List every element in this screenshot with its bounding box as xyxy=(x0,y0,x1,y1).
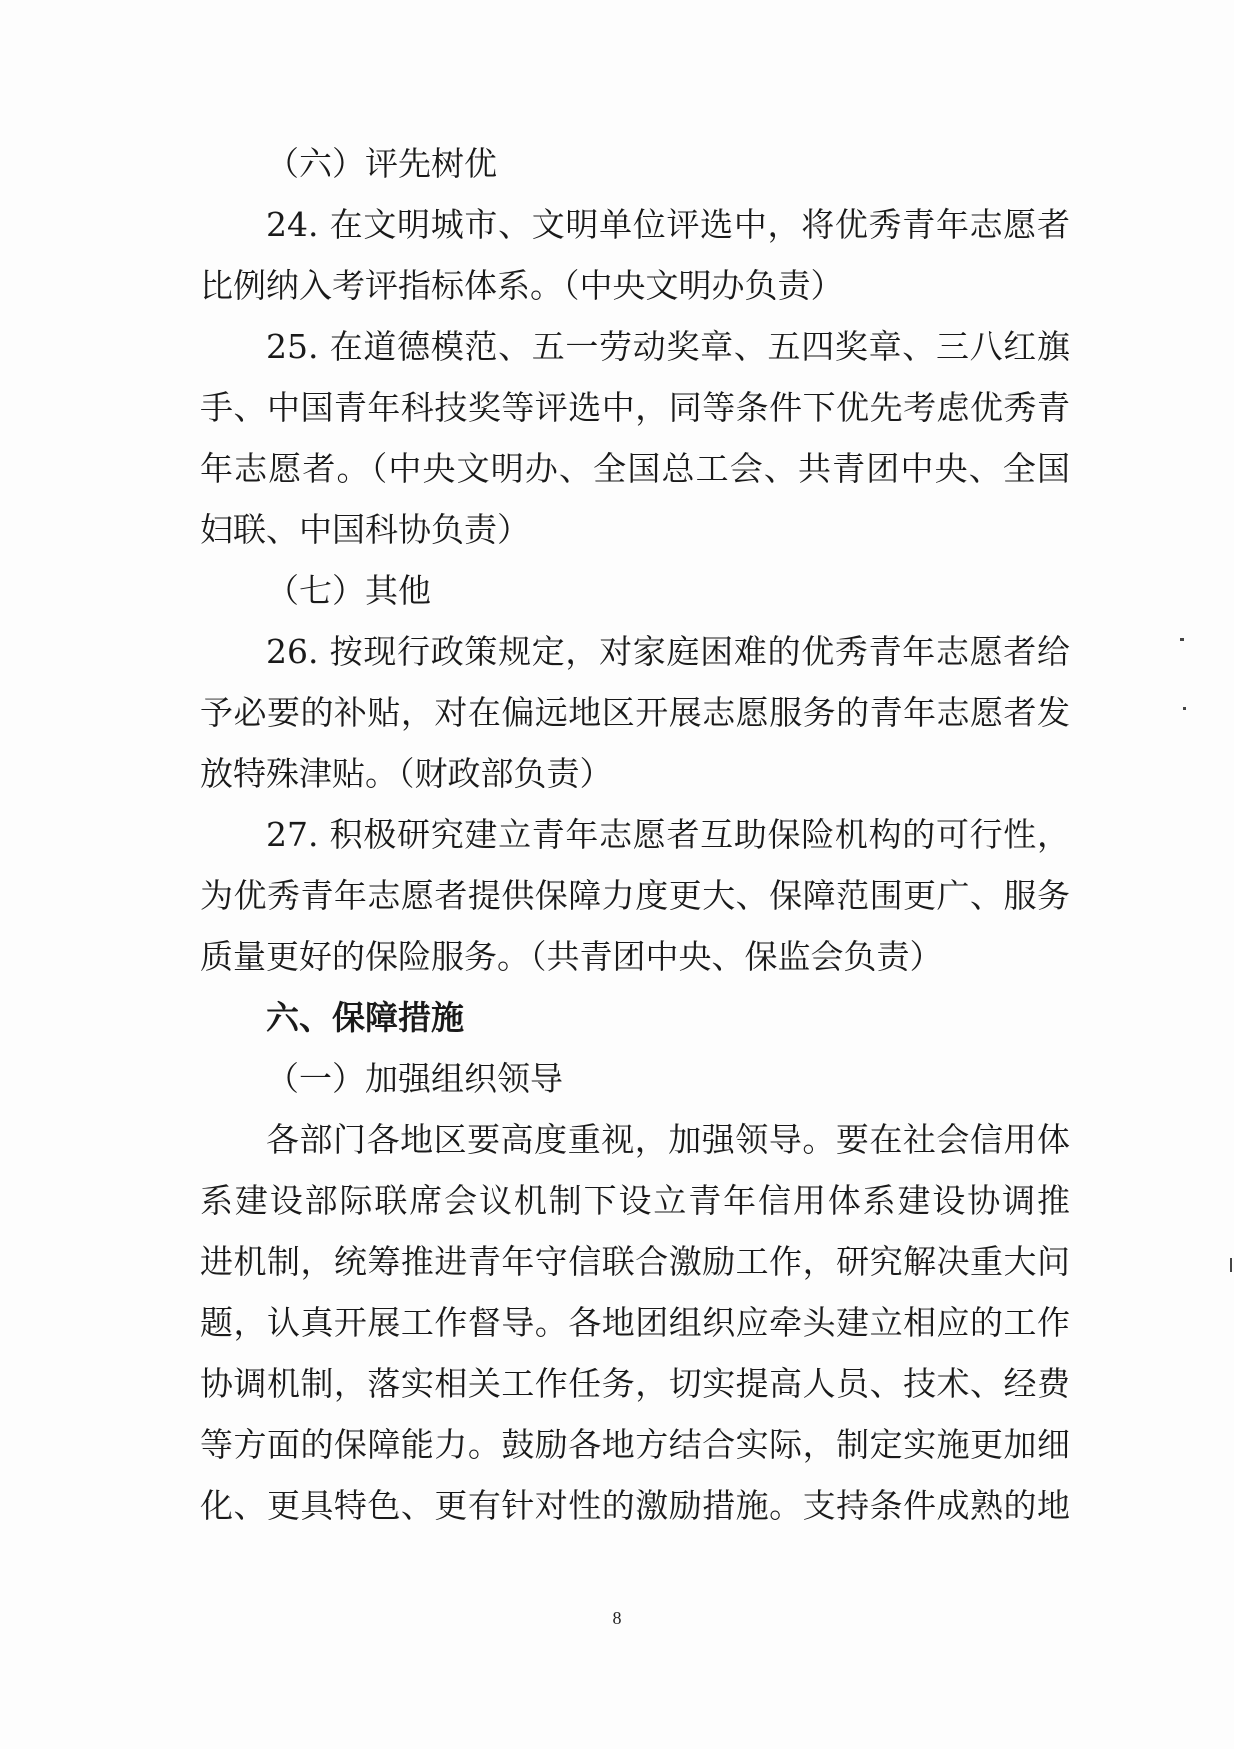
item-26-line-1: 26. 按现行政策规定，对家庭困难的优秀青年志愿者给 xyxy=(266,632,1070,671)
subheading-evaluation: （六）评先树优 xyxy=(266,144,497,183)
page-number: 8 xyxy=(612,1608,622,1628)
item-25-line-1: 25. 在道德模范、五一劳动奖章、五四奖章、三八红旗 xyxy=(266,327,1070,366)
item-24-line-2: 比例纳入考评指标体系。（中央文明办负责） xyxy=(200,266,844,305)
item-26-line-3: 放特殊津贴。（财政部负责） xyxy=(200,754,613,793)
item-24-line-1: 24. 在文明城市、文明单位评选中，将优秀青年志愿者 xyxy=(266,205,1070,244)
body-line-3: 进机制，统筹推进青年守信联合激励工作，研究解决重大问 xyxy=(200,1242,1070,1281)
body-line-2: 系建设部际联席会议机制下设立青年信用体系建设协调推 xyxy=(200,1181,1070,1220)
item-27-line-2: 为优秀青年志愿者提供保障力度更大、保障范围更广、服务 xyxy=(200,876,1070,915)
section-heading-safeguards: 六、保障措施 xyxy=(266,998,464,1037)
scan-mark xyxy=(1180,638,1184,641)
scan-mark xyxy=(1183,707,1186,710)
subheading-other: （七）其他 xyxy=(266,571,431,610)
item-27-line-3: 质量更好的保险服务。（共青团中央、保监会负责） xyxy=(200,937,943,976)
item-26-line-2: 予必要的补贴，对在偏远地区开展志愿服务的青年志愿者发 xyxy=(200,693,1070,732)
subheading-leadership: （一）加强组织领导 xyxy=(266,1059,563,1098)
item-25-line-4: 妇联、中国科协负责） xyxy=(200,510,530,549)
item-27-line-1: 27. 积极研究建立青年志愿者互助保险机构的可行性， xyxy=(266,815,1070,854)
item-25-line-3: 年志愿者。（中央文明办、全国总工会、共青团中央、全国 xyxy=(200,449,1070,488)
body-line-7: 化、更具特色、更有针对性的激励措施。支持条件成熟的地 xyxy=(200,1486,1070,1525)
item-25-line-2: 手、中国青年科技奖等评选中，同等条件下优先考虑优秀青 xyxy=(200,388,1070,427)
body-line-5: 协调机制，落实相关工作任务，切实提高人员、技术、经费 xyxy=(200,1364,1070,1403)
body-line-4: 题，认真开展工作督导。各地团组织应牵头建立相应的工作 xyxy=(200,1303,1070,1342)
scan-mark xyxy=(1230,1258,1232,1272)
body-line-6: 等方面的保障能力。鼓励各地方结合实际，制定实施更加细 xyxy=(200,1425,1070,1464)
body-line-1: 各部门各地区要高度重视，加强领导。要在社会信用体 xyxy=(266,1120,1070,1159)
